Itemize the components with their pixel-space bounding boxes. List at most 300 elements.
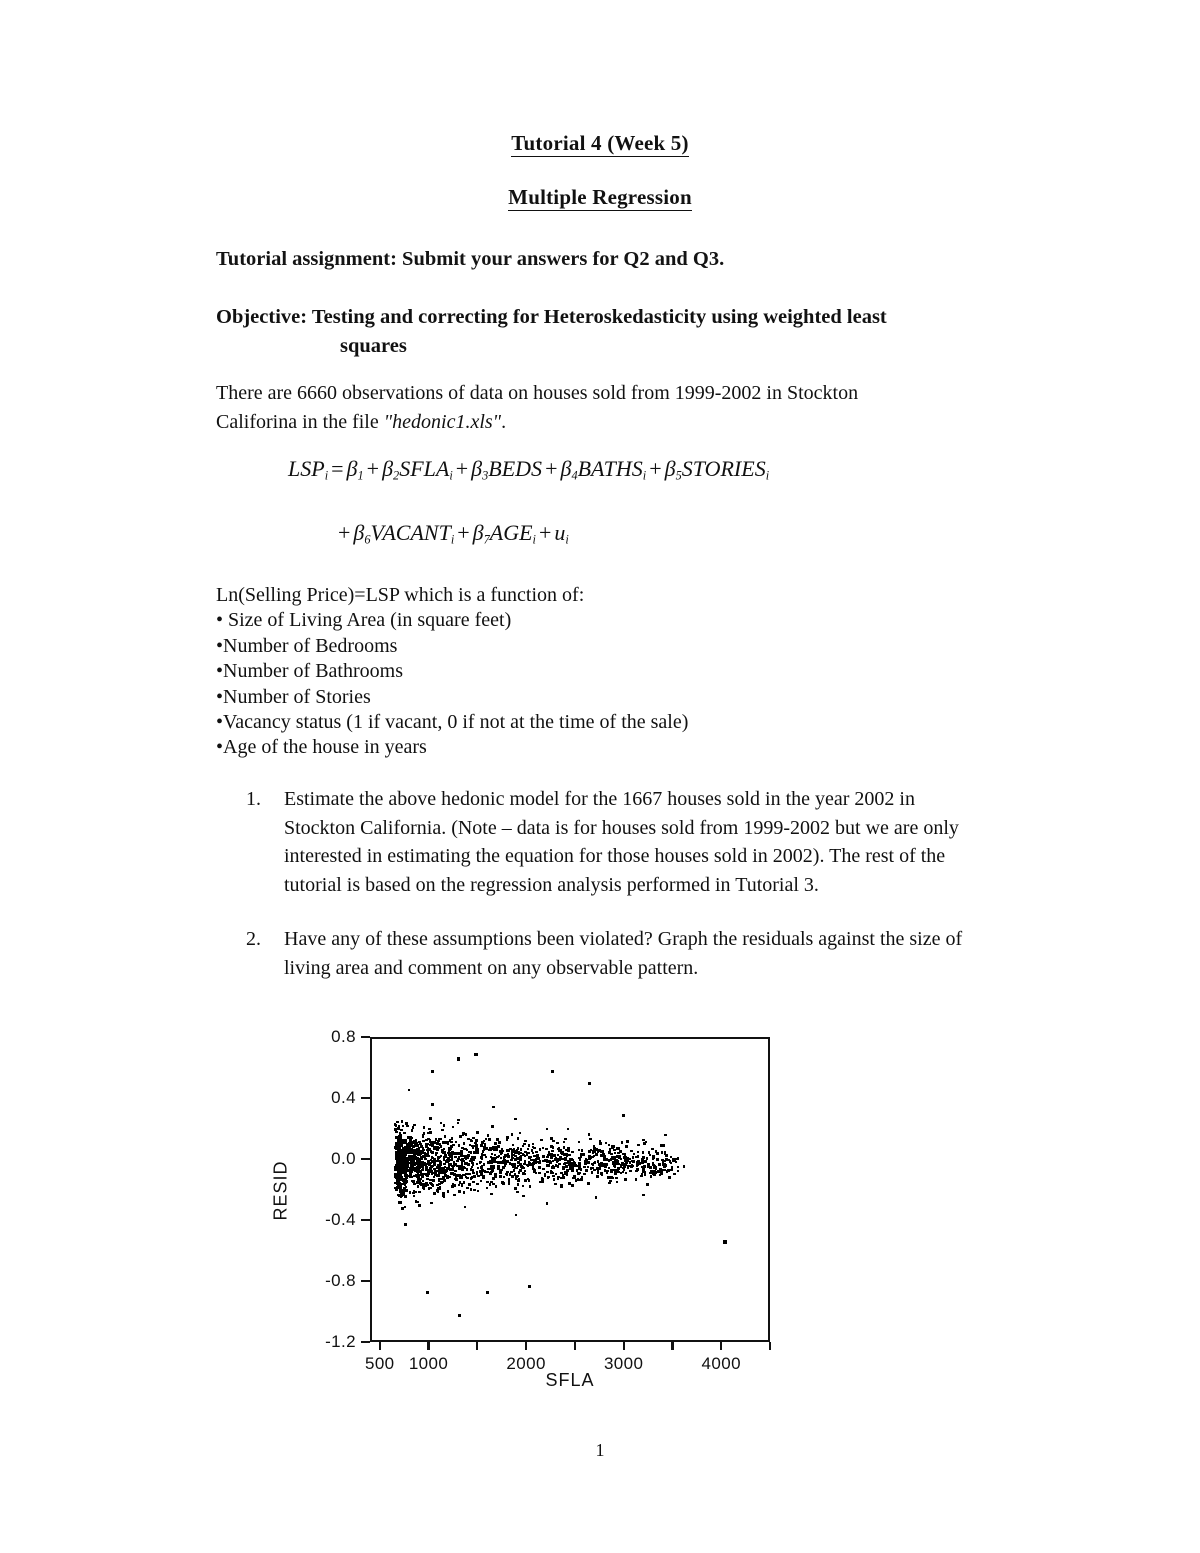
scatter-point [660,1144,663,1147]
scatter-point [510,1159,513,1162]
equation-operator: + [366,456,380,481]
scatter-point [457,1122,460,1125]
scatter-point [545,1159,548,1162]
scatter-point [553,1178,556,1181]
scatter-point [415,1139,418,1142]
scatter-point [464,1206,467,1209]
scatter-point [599,1142,602,1145]
scatter-point [663,1169,666,1172]
scatter-point [500,1157,503,1160]
scatter-point [554,1183,557,1186]
scatter-point [466,1177,469,1180]
scatter-point [442,1192,445,1195]
scatter-point [472,1137,475,1140]
scatter-point [495,1185,498,1188]
document-subtitle-block [0,185,1200,211]
scatter-point [520,1152,523,1155]
page-title: Tutorial 4 (Week 5) [511,131,688,157]
scatter-point-outlier [431,1070,434,1073]
scatter-point [607,1170,610,1173]
scatter-point [429,1139,432,1142]
scatter-point [551,1166,554,1169]
scatter-point [632,1156,635,1159]
scatter-point [557,1177,560,1180]
scatter-point [469,1151,472,1154]
scatter-point [463,1142,466,1145]
scatter-point [645,1141,648,1144]
question-number: 1. [246,788,261,810]
equation-operator: + [338,520,351,545]
equation-term: $VACANT_i$ [370,520,455,547]
scatter-point [409,1139,412,1142]
scatter-point [556,1142,559,1145]
scatter-point [453,1161,456,1164]
scatter-point [405,1176,408,1179]
scatter-point [551,1150,554,1153]
scatter-point [538,1172,541,1175]
scatter-point [591,1171,594,1174]
scatter-point [654,1172,657,1175]
equation-operator: + [455,456,469,481]
scatter-point [512,1154,515,1157]
scatter-point [512,1144,515,1147]
data-file-name: "hedonic1.xls" [383,411,502,433]
scatter-point [514,1173,517,1176]
scatter-point [588,1133,591,1136]
scatter-point [461,1163,464,1166]
scatter-point [418,1191,421,1194]
scatter-point [503,1159,506,1162]
scatter-point [647,1166,650,1169]
scatter-point [454,1152,457,1155]
scatter-point [400,1168,403,1171]
scatter-point [661,1151,664,1154]
chart-x-tick-label: 2000 [506,1354,546,1373]
scatter-point [415,1200,418,1203]
scatter-point [644,1160,647,1163]
scatter-point [523,1173,526,1176]
scatter-point [409,1173,412,1176]
scatter-point [622,1171,625,1174]
scatter-point [439,1162,442,1165]
chart-x-tick-mark [623,1342,625,1350]
scatter-point [414,1169,417,1172]
scatter-point [654,1166,657,1169]
scatter-point [652,1157,655,1160]
scatter-point [486,1181,489,1184]
scatter-point [659,1174,662,1177]
scatter-point [402,1193,405,1196]
scatter-point [394,1176,397,1179]
scatter-point [467,1157,470,1160]
scatter-point [614,1152,617,1155]
scatter-point [597,1175,600,1178]
scatter-point [442,1152,445,1155]
scatter-point [485,1156,488,1159]
scatter-point [471,1162,474,1165]
scatter-point [495,1161,498,1164]
scatter-point [450,1154,453,1157]
scatter-point [413,1146,416,1149]
scatter-point [447,1190,450,1193]
scatter-point [490,1168,493,1171]
scatter-point [441,1169,444,1172]
question-item-1 [246,785,986,899]
scatter-point [398,1154,401,1157]
scatter-point-outlier [588,1082,591,1085]
scatter-point [530,1163,533,1166]
scatter-point [635,1170,638,1173]
objective-block [216,303,976,361]
scatter-point [469,1144,472,1147]
scatter-point [452,1126,455,1129]
scatter-point [668,1176,671,1179]
scatter-point [460,1154,463,1157]
scatter-point [458,1144,461,1147]
scatter-point [597,1171,600,1174]
scatter-point [412,1192,415,1195]
scatter-point [422,1147,425,1150]
scatter-point [609,1148,612,1151]
scatter-point [518,1171,521,1174]
scatter-point [499,1175,502,1178]
list-item: •Number of Stories [216,685,371,708]
scatter-point [444,1135,447,1138]
equation-term: $AGE_i$ [489,520,536,547]
scatter-point [403,1150,406,1153]
scatter-point [487,1134,490,1137]
scatter-point [471,1140,474,1143]
scatter-point [538,1166,541,1169]
scatter-point [426,1143,429,1146]
scatter-point [677,1170,680,1173]
scatter-point [509,1148,512,1151]
chart-y-tick-label: -1.2 [325,1332,356,1351]
scatter-point [507,1155,510,1158]
scatter-point [426,1149,429,1152]
scatter-point [482,1150,485,1153]
scatter-point [463,1191,466,1194]
scatter-point [675,1161,678,1164]
scatter-point [422,1150,425,1153]
scatter-point [458,1156,461,1159]
scatter-point [529,1185,532,1188]
scatter-point [481,1168,484,1171]
chart-x-tick-mark [671,1342,673,1350]
scatter-point [433,1192,436,1195]
equation-term: BEDS [488,456,543,481]
scatter-point [417,1185,420,1188]
scatter-point [522,1154,525,1157]
scatter-point [535,1155,538,1158]
scatter-point [665,1155,668,1158]
scatter-point [471,1166,474,1169]
scatter-point [428,1173,431,1176]
scatter-point [430,1202,433,1205]
scatter-point [455,1175,458,1178]
scatter-point [563,1153,566,1156]
scatter-point [538,1161,541,1164]
scatter-point [568,1154,571,1157]
scatter-point [515,1214,518,1217]
scatter-point [429,1144,432,1147]
scatter-point [440,1122,443,1125]
scatter-point [585,1169,588,1172]
scatter-point [557,1148,560,1151]
scatter-point [401,1120,404,1123]
scatter-point [441,1129,444,1132]
scatter-point [517,1147,520,1150]
scatter-point [474,1142,477,1145]
scatter-point [587,1182,590,1185]
scatter-point [480,1180,483,1183]
scatter-point [517,1183,520,1186]
scatter-point [429,1131,432,1134]
scatter-point [461,1158,464,1161]
scatter-point [624,1178,627,1181]
scatter-point [420,1156,423,1159]
scatter-point [398,1146,401,1149]
scatter-point [515,1151,518,1154]
scatter-point [503,1176,506,1179]
chart-x-tick-mark [379,1342,381,1350]
scatter-point [613,1156,616,1159]
chart-x-axis-title: SFLA [545,1370,595,1390]
chart-x-tick-mark [525,1342,527,1350]
scatter-point [659,1168,662,1171]
scatter-point [550,1145,553,1148]
scatter-point [547,1176,550,1179]
scatter-point [584,1160,587,1163]
scatter-point [581,1149,584,1152]
scatter-point [560,1172,563,1175]
scatter-point [451,1156,454,1159]
equation-term: $\beta_7$ [472,520,490,547]
scatter-point [626,1140,629,1143]
scatter-point [666,1170,669,1173]
scatter-point [440,1138,443,1141]
scatter-point [414,1153,417,1156]
scatter-point [404,1206,407,1209]
intro-line-1: There are 6660 observations of data on houses sold from 1999-2002 in Stockton [216,382,859,404]
scatter-point-outlier [474,1053,477,1056]
scatter-point [670,1169,673,1172]
scatter-point [550,1156,553,1159]
equation-operator: + [649,456,662,481]
question-item-2 [246,925,986,982]
equation-term: $STORIES_i$ [681,456,770,483]
scatter-point [396,1142,399,1145]
chart-plot-area [370,1037,770,1342]
chart-y-tick-mark [361,1097,370,1099]
scatter-point [650,1175,653,1178]
scatter-point [580,1168,583,1171]
equation-operator: + [545,456,558,481]
scatter-point [522,1185,525,1188]
scatter-point [485,1147,488,1150]
scatter-point [504,1154,507,1157]
scatter-point [610,1171,613,1174]
scatter-point [664,1134,667,1137]
scatter-point [528,1179,531,1182]
scatter-point [435,1152,438,1155]
scatter-point [637,1151,640,1154]
scatter-point [567,1160,570,1163]
list-item: •Age of the house in years [216,736,427,759]
scatter-point [473,1158,476,1161]
scatter-point [664,1164,667,1167]
scatter-point [471,1176,474,1179]
scatter-point [463,1181,466,1184]
scatter-point [622,1114,625,1117]
scatter-point-outlier [426,1291,429,1294]
scatter-point [436,1160,439,1163]
scatter-point [637,1155,640,1158]
scatter-point [567,1147,570,1150]
scatter-point [454,1170,457,1173]
scatter-point [677,1166,680,1169]
scatter-point [437,1174,440,1177]
scatter-point [472,1181,475,1184]
scatter-point [627,1167,630,1170]
scatter-point [641,1173,644,1176]
scatter-point [598,1167,601,1170]
scatter-point [489,1173,492,1176]
scatter-point [465,1173,468,1176]
scatter-point [438,1183,441,1186]
equation-operator: = [331,456,344,481]
scatter-point [403,1132,406,1135]
scatter-point [425,1166,428,1169]
scatter-point [408,1162,411,1165]
chart-x-tick-mark [574,1342,576,1350]
scatter-point [479,1170,482,1173]
scatter-point [617,1152,620,1155]
scatter-point [567,1128,570,1131]
scatter-point [519,1156,522,1159]
scatter-point [649,1172,652,1175]
scatter-point [446,1175,449,1178]
scatter-point [457,1119,460,1122]
scatter-point [616,1162,619,1165]
scatter-point [479,1161,482,1164]
list-item: •Number of Bathrooms [216,660,403,683]
scatter-point [621,1162,624,1165]
scatter-point [435,1138,438,1141]
scatter-point [593,1169,596,1172]
scatter-point [422,1183,425,1186]
page-subtitle: Multiple Regression [508,185,692,211]
scatter-point [408,1089,411,1092]
scatter-point [547,1164,550,1167]
scatter-point [412,1126,415,1129]
scatter-point-outlier [551,1070,554,1073]
scatter-point [540,1139,543,1142]
scatter-point [498,1161,501,1164]
equation-term: $u_i$ [554,520,569,547]
scatter-point [577,1172,580,1175]
scatter-point-outlier [486,1291,489,1294]
scatter-point [424,1158,427,1161]
scatter-point [418,1141,421,1144]
scatter-point [649,1154,652,1157]
scatter-point [403,1162,406,1165]
scatter-point [514,1118,517,1121]
scatter-point [436,1142,439,1145]
scatter-point [631,1160,634,1163]
scatter-point [395,1131,398,1134]
scatter-point [662,1144,665,1147]
scatter-point [398,1142,401,1145]
scatter-point [589,1138,592,1141]
scatter-point [433,1162,436,1165]
scatter-point [635,1178,638,1181]
scatter-point [430,1183,433,1186]
scatter-point [472,1171,475,1174]
scatter-point [501,1169,504,1172]
scatter-point [394,1128,397,1131]
scatter-point [618,1147,621,1150]
scatter-point [616,1181,619,1184]
scatter-point [422,1180,425,1183]
scatter-point [555,1173,558,1176]
scatter-point [413,1195,416,1198]
scatter-point [449,1139,452,1142]
scatter-point [579,1159,582,1162]
equation-term: $BATHS_i$ [577,456,647,483]
scatter-point [427,1154,430,1157]
scatter-point [542,1155,545,1158]
scatter-point [545,1148,548,1151]
page-number: 1 [595,1440,605,1460]
scatter-point [399,1173,402,1176]
scatter-point [535,1151,538,1154]
scatter-point [483,1146,486,1149]
scatter-point [595,1154,598,1157]
scatter-point [431,1173,434,1176]
scatter-point [416,1144,419,1147]
scatter-point [401,1140,404,1143]
scatter-point [604,1155,607,1158]
variable-list-lead-in: Ln(Selling Price)=LSP which is a function of: [216,584,585,606]
scatter-point [583,1173,586,1176]
scatter-point [531,1149,534,1152]
scatter-point [502,1182,505,1185]
scatter-point [592,1151,595,1154]
scatter-point [464,1148,467,1151]
scatter-point [416,1166,419,1169]
scatter-point [608,1144,611,1147]
scatter-point [639,1162,642,1165]
scatter-point [475,1151,478,1154]
scatter-point [450,1172,453,1175]
scatter-point [605,1158,608,1161]
chart-y-tick-mark [361,1036,370,1038]
objective-label: Objective: Testing and correcting for Heteroskedasticity using weighted least [216,306,887,328]
scatter-point-outlier [457,1057,460,1060]
scatter-point [550,1171,553,1174]
chart-x-tick-label: 4000 [701,1354,741,1373]
scatter-point [429,1164,432,1167]
scatter-point [466,1168,469,1171]
scatter-point [444,1141,447,1144]
scatter-point [396,1159,399,1162]
scatter-point-outlier [723,1240,726,1243]
question-number: 2. [246,928,261,951]
scatter-point [629,1158,632,1161]
scatter-point [590,1167,593,1170]
scatter-point [473,1175,476,1178]
